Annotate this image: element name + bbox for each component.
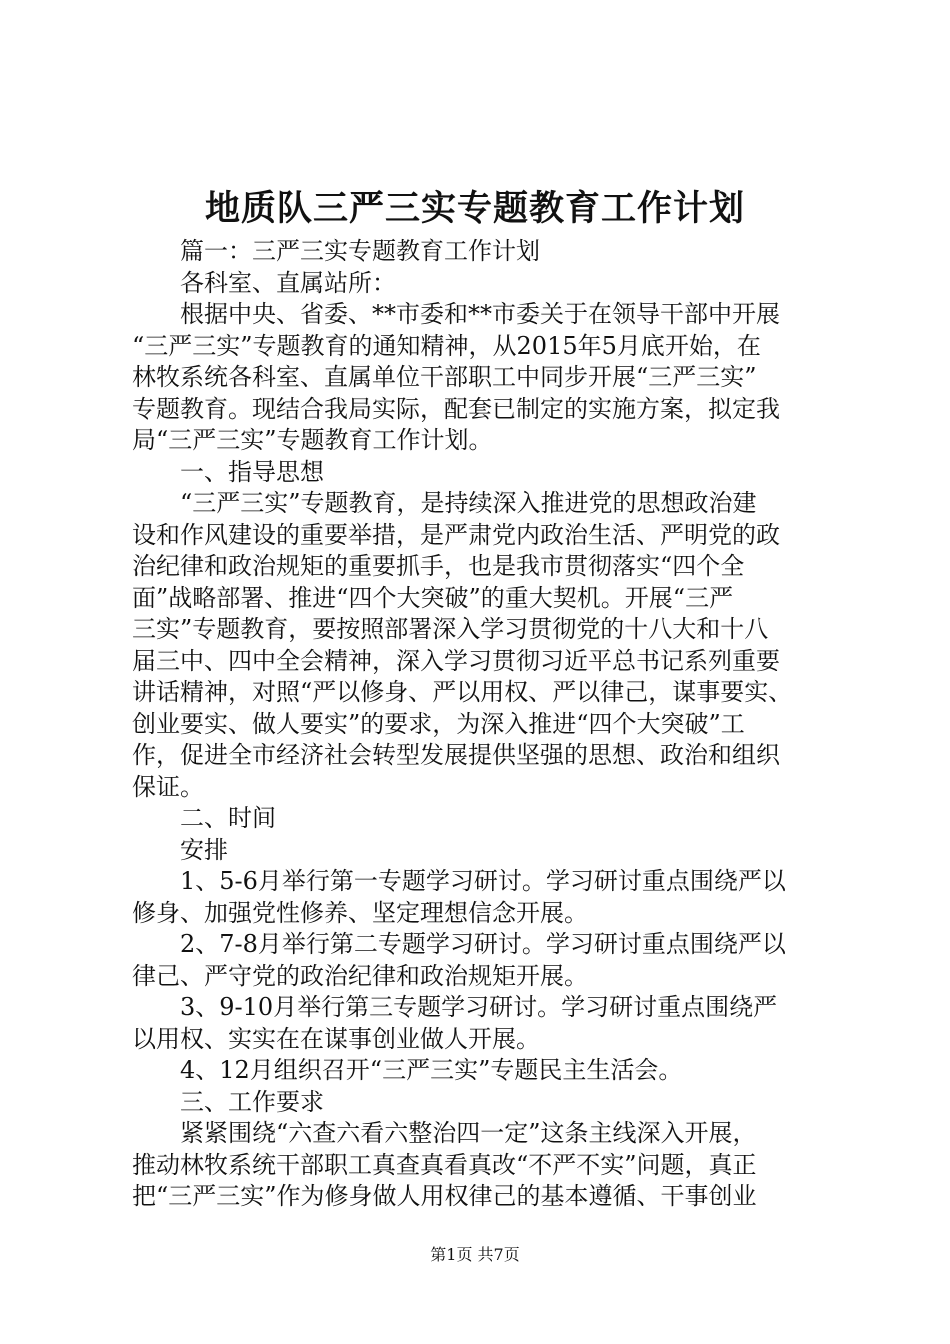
text-line: 二、时间 (180, 804, 276, 832)
text-line: 2、7-8月举行第二专题学习研讨。学习研讨重点围绕严以 (180, 930, 786, 958)
document-body (132, 236, 832, 1213)
text-line: 设和作风建设的重要举措，是严肃党内政治生活、严明党的政 (132, 520, 780, 549)
page-footer: 第1页 共7页 (430, 1245, 520, 1264)
text-line: 三实”专题教育，要按照部署深入学习贯彻党的十八大和十八 (132, 615, 769, 643)
text-line: 推动林牧系统干部职工真查真看真改“不严不实”问题，真正 (132, 1150, 757, 1179)
text-line: “三严三实”专题教育，是持续深入推进党的思想政治建 (180, 489, 757, 517)
text-line: 律己、严守党的政治纪律和政治规矩开展。 (132, 961, 588, 990)
document-title: 地质队三严三实专题教育工作计划 (204, 188, 745, 229)
text-line: 3、9-10月举行第三专题学习研讨。学习研讨重点围绕严 (180, 993, 778, 1021)
text-line: 安排 (180, 835, 228, 864)
text-line: 创业要实、做人要实”的要求，为深入推进“四个大突破”工 (132, 709, 745, 738)
text-line: 篇一：三严三实专题教育工作计划 (180, 237, 540, 265)
text-line: 治纪律和政治规矩的重要抓手，也是我市贯彻落实“四个全 (132, 552, 745, 580)
text-line: 林牧系统各科室、直属单位干部职工中同步开展“三严三实” (132, 363, 757, 391)
text-line: 届三中、四中全会精神，深入学习贯彻习近平总书记系列重要 (132, 646, 780, 675)
text-line: 面”战略部署、推进“四个大突破”的重大契机。开展“三严 (132, 583, 734, 612)
text-line: 以用权、实实在在谋事创业做人开展。 (132, 1024, 540, 1053)
text-line: 各科室、直属站所： (180, 268, 396, 297)
text-line: 紧紧围绕“六查六看六整治四一定”这条主线深入开展， (180, 1119, 757, 1147)
text-line: 作，促进全市经济社会转型发展提供坚强的思想、政治和组织 (132, 741, 780, 769)
text-line: 1、5-6月举行第一专题学习研讨。学习研讨重点围绕严以 (180, 867, 786, 895)
text-line: 保证。 (132, 772, 204, 801)
text-line: 讲话精神，对照“严以修身、严以用权、严以律己，谋事要实、 (132, 678, 793, 706)
text-line: 修身、加强党性修养、坚定理想信念开展。 (132, 898, 588, 927)
text-line: 4、12月组织召开“三严三实”专题民主生活会。 (180, 1056, 683, 1084)
text-line: “三严三实”专题教育的通知精神，从2015年5月底开始，在 (132, 331, 761, 360)
text-line: 把“三严三实”作为修身做人用权律己的基本遵循、干事创业 (132, 1182, 757, 1210)
text-line: 三、工作要求 (180, 1087, 324, 1116)
text-line: 局“三严三实”专题教育工作计划。 (132, 426, 493, 454)
text-line: 一、指导思想 (180, 457, 324, 486)
text-line: 根据中央、省委、**市委和**市委关于在领导干部中开展 (180, 300, 780, 328)
text-line: 专题教育。现结合我局实际，配套已制定的实施方案，拟定我 (132, 394, 780, 423)
